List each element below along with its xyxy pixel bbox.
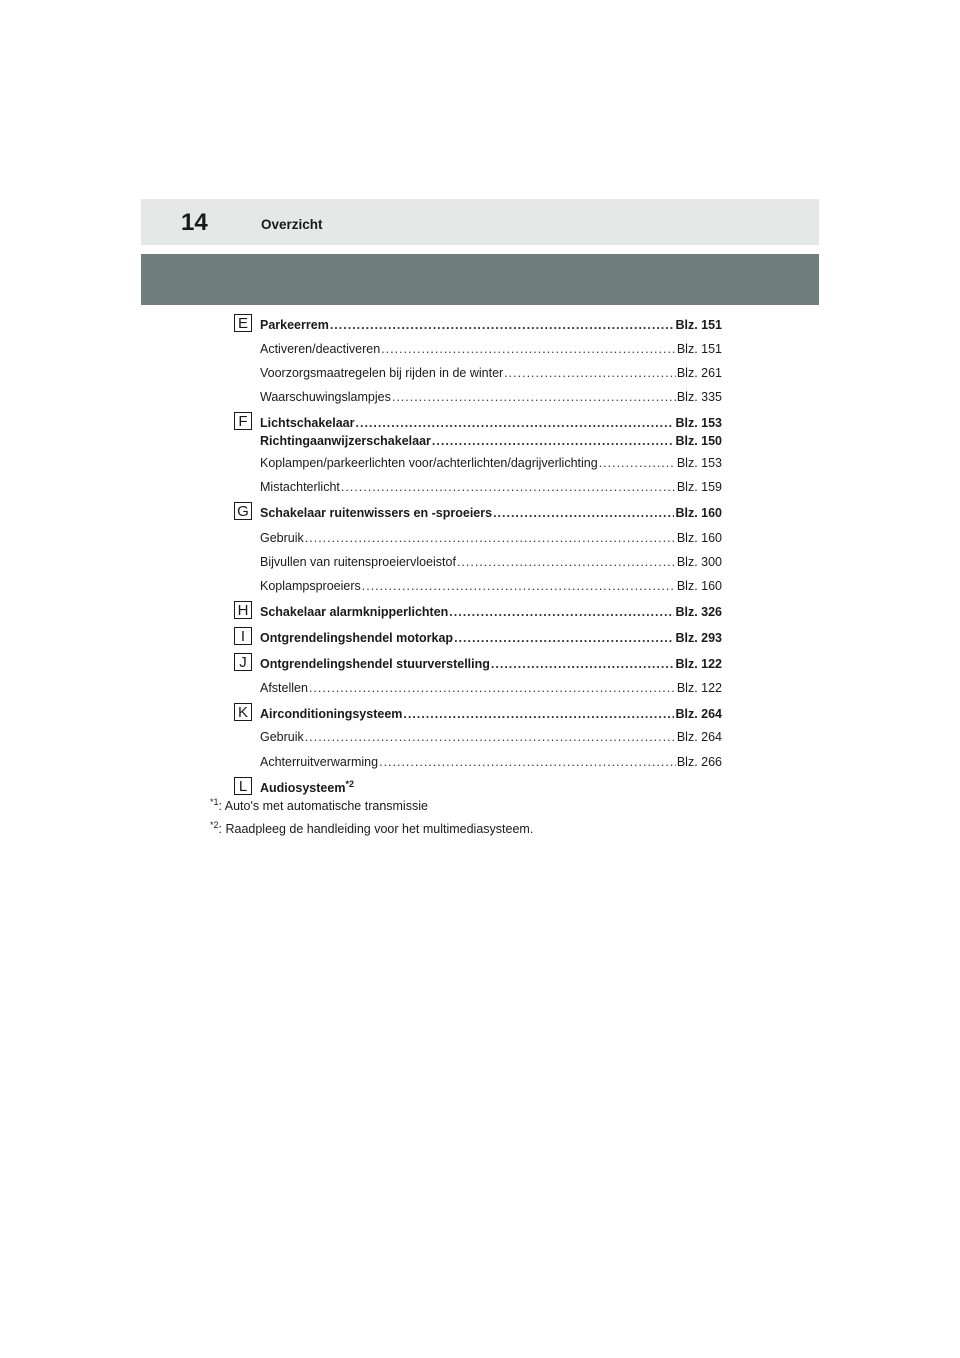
toc-entry-page: Blz. 326 <box>675 605 722 619</box>
toc-entry-page: Blz. 151 <box>676 342 722 356</box>
toc-entry-label: Audiosysteem$^{*2}$ <box>260 778 354 795</box>
section-letter-f: F <box>234 412 252 430</box>
footnote <box>210 796 428 813</box>
toc-entry-label: Ontgrendelingshendel motorkap <box>260 631 454 645</box>
toc-entry[interactable] <box>260 677 722 695</box>
section-letter-k: K <box>234 703 252 721</box>
toc-entry[interactable] <box>260 575 722 593</box>
leader-dots <box>403 707 674 721</box>
toc-entry[interactable] <box>260 551 722 569</box>
toc-entry-label: Airconditioningsysteem <box>260 707 403 721</box>
footnote-mark: *1 <box>210 796 219 807</box>
toc-entry[interactable] <box>260 362 722 380</box>
footnote-marker: *2 <box>345 778 354 789</box>
toc-entry[interactable] <box>260 653 722 671</box>
leader-dots <box>454 631 674 645</box>
toc-entry[interactable] <box>260 777 722 795</box>
toc-entry-label: Ontgrendelingshendel stuurverstelling <box>260 657 490 671</box>
toc-entry-page: Blz. 160 <box>676 579 722 593</box>
footnote-text: : Raadpleeg de handleiding voor het multimediasysteem. <box>218 822 534 836</box>
section-letter-h: H <box>234 601 252 619</box>
toc-entry-page: Blz. 266 <box>676 755 722 769</box>
toc-entry-page: Blz. 150 <box>675 434 722 448</box>
toc-entry[interactable] <box>260 703 722 721</box>
leader-dots <box>599 456 676 470</box>
leader-dots <box>432 434 675 448</box>
leader-dots <box>330 318 675 332</box>
toc-entry-page: Blz. 160 <box>676 531 722 545</box>
section-title: Overzicht <box>261 217 323 232</box>
toc-entry[interactable] <box>260 430 722 448</box>
toc-entry-page: Blz. 261 <box>676 366 722 380</box>
toc-entry-label: Achterruitverwarming <box>260 755 379 769</box>
section-letter-g: G <box>234 502 252 520</box>
leader-dots <box>379 755 676 769</box>
section-letter-j: J <box>234 653 252 671</box>
section-letter-e: E <box>234 314 252 332</box>
leader-dots <box>305 531 676 545</box>
toc-entry-page: Blz. 293 <box>675 631 722 645</box>
toc-entry-label: Mistachterlicht <box>260 480 340 494</box>
toc-entry-label: Schakelaar alarmknipperlichten <box>260 605 449 619</box>
leader-dots <box>491 657 675 671</box>
section-banner <box>141 254 819 305</box>
toc-entry[interactable] <box>260 412 722 430</box>
leader-dots <box>362 579 676 593</box>
toc-entry[interactable] <box>260 476 722 494</box>
toc-entry-label: Lichtschakelaar <box>260 416 355 430</box>
toc-entry-label: Richtingaanwijzerschakelaar <box>260 434 431 448</box>
leader-dots <box>449 605 674 619</box>
toc-entry-label: Bijvullen van ruitensproeiervloeistof <box>260 555 456 569</box>
leader-dots <box>392 390 676 404</box>
leader-dots <box>493 506 674 520</box>
leader-dots <box>381 342 676 356</box>
toc-entry-page: Blz. 122 <box>675 657 722 671</box>
leader-dots <box>341 480 676 494</box>
footnote-mark: *2 <box>210 819 219 830</box>
toc-entry-page: Blz. 264 <box>676 730 722 744</box>
toc-entry[interactable] <box>260 601 722 619</box>
toc-entry-label: Schakelaar ruitenwissers en -sproeiers <box>260 506 493 520</box>
toc-entry[interactable] <box>260 338 722 356</box>
toc-entry-label: Parkeerrem <box>260 318 329 332</box>
toc-entry-page: Blz. 160 <box>675 506 722 520</box>
toc-entry[interactable] <box>260 502 722 520</box>
toc-entry-label: Koplampen/parkeerlichten voor/achterlichten/dagrijverlichting <box>260 456 598 470</box>
toc-entry-label: Activeren/deactiveren <box>260 342 381 356</box>
toc-entry-page: Blz. 151 <box>675 318 722 332</box>
leader-dots <box>356 416 675 430</box>
toc-entry[interactable] <box>260 751 722 769</box>
toc-entry-page: Blz. 264 <box>675 707 722 721</box>
toc-entry-page: Blz. 153 <box>675 416 722 430</box>
toc-entry-label: Gebruik <box>260 531 304 545</box>
footnote <box>210 819 534 836</box>
toc-entry[interactable] <box>260 726 722 744</box>
section-letter-i: I <box>234 627 252 645</box>
toc-entry-label: Afstellen <box>260 681 308 695</box>
toc-entry-page: Blz. 122 <box>676 681 722 695</box>
toc-entry-page: Blz. 335 <box>676 390 722 404</box>
toc-entry-label: Voorzorgsmaatregelen bij rijden in de winter <box>260 366 504 380</box>
leader-dots <box>457 555 676 569</box>
header-bar <box>141 199 819 245</box>
toc-entry[interactable] <box>260 527 722 545</box>
leader-dots <box>309 681 676 695</box>
toc-entry-page: Blz. 159 <box>676 480 722 494</box>
toc-entry-label: Koplampsproeiers <box>260 579 361 593</box>
toc-entry[interactable] <box>260 386 722 404</box>
toc-entry-page: Blz. 153 <box>676 456 722 470</box>
toc-entry[interactable] <box>260 627 722 645</box>
toc-entry[interactable] <box>260 452 722 470</box>
toc-entry-label: Waarschuwingslampjes <box>260 390 391 404</box>
section-letter-l: L <box>234 777 252 795</box>
leader-dots <box>305 730 676 744</box>
toc-entry[interactable] <box>260 314 722 332</box>
footnote-text: : Auto's met automatische transmissie <box>218 799 428 813</box>
toc-entry-label: Gebruik <box>260 730 304 744</box>
toc-entry-page: Blz. 300 <box>676 555 722 569</box>
page-number: 14 <box>181 209 208 236</box>
leader-dots <box>504 366 676 380</box>
